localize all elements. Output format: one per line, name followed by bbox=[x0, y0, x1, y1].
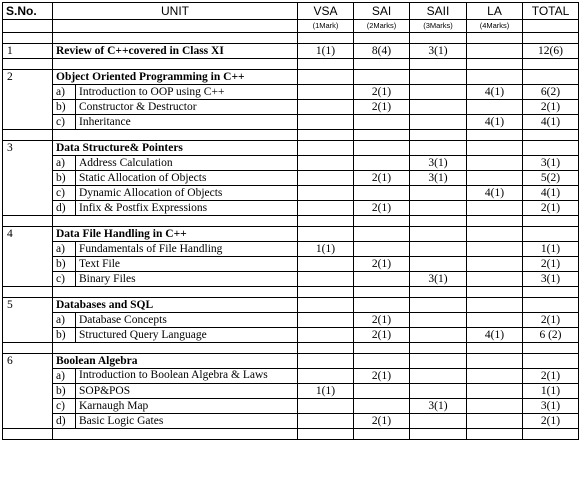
header-vsa: VSA bbox=[298, 3, 354, 20]
topic-name: Database Concepts bbox=[76, 313, 298, 328]
topic-saii-cell bbox=[410, 414, 467, 429]
unit-saii-cell bbox=[410, 141, 467, 156]
topic-row bbox=[3, 369, 579, 384]
topic-vsa-cell: 1(1) bbox=[298, 384, 354, 399]
marks-distribution-table bbox=[2, 2, 579, 440]
unit-sai-cell bbox=[354, 298, 410, 313]
topic-vsa-cell bbox=[298, 115, 354, 130]
topic-name: Infix & Postfix Expressions bbox=[76, 201, 298, 216]
topic-sai-cell: 2(1) bbox=[354, 313, 410, 328]
unit-sai-cell bbox=[354, 70, 410, 85]
topic-la-cell: 4(1) bbox=[467, 328, 523, 343]
unit-number: 5 bbox=[3, 298, 53, 343]
topic-vsa-cell: 1(1) bbox=[298, 242, 354, 257]
header-total: TOTAL bbox=[523, 3, 579, 20]
topic-sai-cell bbox=[354, 156, 410, 171]
unit-sai-cell: 8(4) bbox=[354, 44, 410, 59]
topic-total-cell: 3(1) bbox=[523, 272, 579, 287]
topic-sai-cell: 2(1) bbox=[354, 171, 410, 186]
unit-number: 4 bbox=[3, 227, 53, 287]
topic-total-cell: 3(1) bbox=[523, 399, 579, 414]
topic-row bbox=[3, 257, 579, 272]
topic-letter: c) bbox=[53, 115, 76, 130]
spacer-row bbox=[3, 287, 579, 298]
topic-saii-cell bbox=[410, 85, 467, 100]
unit-sai-cell bbox=[354, 141, 410, 156]
topic-letter: b) bbox=[53, 171, 76, 186]
spacer-row bbox=[3, 429, 579, 440]
unit-la-cell bbox=[467, 70, 523, 85]
unit-saii-cell bbox=[410, 70, 467, 85]
topic-saii-cell bbox=[410, 100, 467, 115]
topic-name: Binary Files bbox=[76, 272, 298, 287]
topic-saii-cell: 3(1) bbox=[410, 272, 467, 287]
topic-saii-cell: 3(1) bbox=[410, 156, 467, 171]
topic-row bbox=[3, 399, 579, 414]
unit-la-cell bbox=[467, 298, 523, 313]
topic-total-cell: 2(1) bbox=[523, 100, 579, 115]
topic-sai-cell bbox=[354, 384, 410, 399]
topic-row bbox=[3, 242, 579, 257]
topic-saii-cell bbox=[410, 328, 467, 343]
spacer-row bbox=[3, 33, 579, 44]
topic-letter: c) bbox=[53, 272, 76, 287]
marks-subheader-row bbox=[3, 20, 579, 33]
header-sai-marks: (2Marks) bbox=[354, 20, 410, 33]
unit-total-cell bbox=[523, 141, 579, 156]
topic-sai-cell bbox=[354, 399, 410, 414]
topic-saii-cell bbox=[410, 369, 467, 384]
topic-total-cell: 4(1) bbox=[523, 186, 579, 201]
topic-name: Dynamic Allocation of Objects bbox=[76, 186, 298, 201]
unit-total-cell bbox=[523, 354, 579, 369]
unit-title-row bbox=[3, 70, 579, 85]
topic-letter: b) bbox=[53, 328, 76, 343]
topic-name: Basic Logic Gates bbox=[76, 414, 298, 429]
topic-sai-cell: 2(1) bbox=[354, 257, 410, 272]
topic-name: Text File bbox=[76, 257, 298, 272]
unit-title: Databases and SQL bbox=[53, 298, 298, 313]
topic-la-cell bbox=[467, 272, 523, 287]
topic-vsa-cell bbox=[298, 369, 354, 384]
topic-letter: a) bbox=[53, 369, 76, 384]
topic-la-cell bbox=[467, 100, 523, 115]
topic-la-cell bbox=[467, 313, 523, 328]
header-vsa-marks: (1Mark) bbox=[298, 20, 354, 33]
header-la-marks: (4Marks) bbox=[467, 20, 523, 33]
topic-row bbox=[3, 186, 579, 201]
topic-letter: b) bbox=[53, 100, 76, 115]
topic-saii-cell bbox=[410, 384, 467, 399]
header-saii-marks: (3Marks) bbox=[410, 20, 467, 33]
topic-letter: a) bbox=[53, 85, 76, 100]
spacer-row bbox=[3, 130, 579, 141]
header-la: LA bbox=[467, 3, 523, 20]
topic-row bbox=[3, 115, 579, 130]
topic-name: Fundamentals of File Handling bbox=[76, 242, 298, 257]
topic-vsa-cell bbox=[298, 156, 354, 171]
topic-la-cell bbox=[467, 156, 523, 171]
topic-total-cell: 6 (2) bbox=[523, 328, 579, 343]
topic-sai-cell: 2(1) bbox=[354, 85, 410, 100]
topic-sai-cell bbox=[354, 242, 410, 257]
topic-letter: b) bbox=[53, 384, 76, 399]
topic-vsa-cell bbox=[298, 186, 354, 201]
topic-la-cell: 4(1) bbox=[467, 115, 523, 130]
header-row bbox=[3, 3, 579, 20]
unit-saii-cell: 3(1) bbox=[410, 44, 467, 59]
unit-title: Data File Handling in C++ bbox=[53, 227, 298, 242]
topic-saii-cell bbox=[410, 186, 467, 201]
topic-name: Static Allocation of Objects bbox=[76, 171, 298, 186]
unit-title: Boolean Algebra bbox=[53, 354, 298, 369]
topic-name: Structured Query Language bbox=[76, 328, 298, 343]
unit-saii-cell bbox=[410, 354, 467, 369]
unit-vsa-cell: 1(1) bbox=[298, 44, 354, 59]
header-sai: SAI bbox=[354, 3, 410, 20]
unit-vsa-cell bbox=[298, 354, 354, 369]
unit-vsa-cell bbox=[298, 298, 354, 313]
unit-la-cell bbox=[467, 44, 523, 59]
unit-total-cell bbox=[523, 298, 579, 313]
unit-sai-cell bbox=[354, 354, 410, 369]
unit-number: 6 bbox=[3, 354, 53, 429]
unit-number: 3 bbox=[3, 141, 53, 216]
topic-vsa-cell bbox=[298, 272, 354, 287]
topic-sai-cell bbox=[354, 272, 410, 287]
topic-saii-cell bbox=[410, 201, 467, 216]
topic-row bbox=[3, 272, 579, 287]
unit-title-row bbox=[3, 298, 579, 313]
topic-sai-cell: 2(1) bbox=[354, 201, 410, 216]
topic-saii-cell: 3(1) bbox=[410, 399, 467, 414]
topic-saii-cell bbox=[410, 242, 467, 257]
topic-total-cell: 5(2) bbox=[523, 171, 579, 186]
topic-la-cell bbox=[467, 201, 523, 216]
topic-saii-cell bbox=[410, 313, 467, 328]
topic-vsa-cell bbox=[298, 257, 354, 272]
topic-sai-cell: 2(1) bbox=[354, 328, 410, 343]
unit-number: 1 bbox=[3, 44, 53, 59]
unit-la-cell bbox=[467, 227, 523, 242]
topic-vsa-cell bbox=[298, 399, 354, 414]
topic-la-cell bbox=[467, 369, 523, 384]
topic-row bbox=[3, 156, 579, 171]
unit-saii-cell bbox=[410, 227, 467, 242]
topic-row bbox=[3, 100, 579, 115]
unit-la-cell bbox=[467, 354, 523, 369]
topic-row bbox=[3, 85, 579, 100]
topic-saii-cell bbox=[410, 257, 467, 272]
topic-name: Introduction to Boolean Algebra & Laws bbox=[76, 369, 298, 384]
topic-vsa-cell bbox=[298, 171, 354, 186]
topic-letter: b) bbox=[53, 257, 76, 272]
topic-total-cell: 3(1) bbox=[523, 156, 579, 171]
unit-vsa-cell bbox=[298, 141, 354, 156]
topic-la-cell bbox=[467, 384, 523, 399]
topic-vsa-cell bbox=[298, 100, 354, 115]
unit-total-cell bbox=[523, 227, 579, 242]
topic-name: Constructor & Destructor bbox=[76, 100, 298, 115]
unit-total-cell bbox=[523, 70, 579, 85]
unit-number: 2 bbox=[3, 70, 53, 130]
unit-sai-cell bbox=[354, 227, 410, 242]
header-unit: UNIT bbox=[53, 3, 298, 20]
topic-letter: a) bbox=[53, 313, 76, 328]
topic-row bbox=[3, 328, 579, 343]
unit-saii-cell bbox=[410, 298, 467, 313]
topic-total-cell: 6(2) bbox=[523, 85, 579, 100]
unit-title: Review of C++covered in Class XI bbox=[53, 44, 298, 59]
unit-title-row bbox=[3, 141, 579, 156]
header-saii: SAII bbox=[410, 3, 467, 20]
topic-sai-cell: 2(1) bbox=[354, 414, 410, 429]
topic-la-cell: 4(1) bbox=[467, 85, 523, 100]
topic-vsa-cell bbox=[298, 328, 354, 343]
topic-name: Inheritance bbox=[76, 115, 298, 130]
unit-title: Data Structure& Pointers bbox=[53, 141, 298, 156]
topic-la-cell: 4(1) bbox=[467, 186, 523, 201]
topic-row bbox=[3, 313, 579, 328]
topic-name: Karnaugh Map bbox=[76, 399, 298, 414]
spacer-row bbox=[3, 59, 579, 70]
topic-la-cell bbox=[467, 242, 523, 257]
unit-title-row bbox=[3, 227, 579, 242]
topic-la-cell bbox=[467, 399, 523, 414]
topic-sai-cell bbox=[354, 186, 410, 201]
unit-vsa-cell bbox=[298, 70, 354, 85]
topic-row bbox=[3, 171, 579, 186]
topic-total-cell: 2(1) bbox=[523, 201, 579, 216]
topic-total-cell: 2(1) bbox=[523, 414, 579, 429]
topic-vsa-cell bbox=[298, 201, 354, 216]
topic-la-cell bbox=[467, 414, 523, 429]
topic-sai-cell: 2(1) bbox=[354, 369, 410, 384]
header-sno: S.No. bbox=[3, 3, 53, 20]
topic-saii-cell: 3(1) bbox=[410, 171, 467, 186]
topic-letter: c) bbox=[53, 399, 76, 414]
topic-row bbox=[3, 201, 579, 216]
topic-letter: a) bbox=[53, 156, 76, 171]
unit-total-cell: 12(6) bbox=[523, 44, 579, 59]
topic-la-cell bbox=[467, 257, 523, 272]
topic-row bbox=[3, 414, 579, 429]
topic-letter: d) bbox=[53, 414, 76, 429]
topic-name: SOP&POS bbox=[76, 384, 298, 399]
topic-vsa-cell bbox=[298, 313, 354, 328]
topic-name: Address Calculation bbox=[76, 156, 298, 171]
topic-letter: a) bbox=[53, 242, 76, 257]
topic-letter: d) bbox=[53, 201, 76, 216]
topic-vsa-cell bbox=[298, 85, 354, 100]
topic-saii-cell bbox=[410, 115, 467, 130]
topic-la-cell bbox=[467, 171, 523, 186]
topic-total-cell: 2(1) bbox=[523, 313, 579, 328]
spacer-row bbox=[3, 343, 579, 354]
topic-total-cell: 2(1) bbox=[523, 369, 579, 384]
topic-total-cell: 1(1) bbox=[523, 384, 579, 399]
topic-vsa-cell bbox=[298, 414, 354, 429]
unit-vsa-cell bbox=[298, 227, 354, 242]
unit-title: Object Oriented Programming in C++ bbox=[53, 70, 298, 85]
topic-total-cell: 4(1) bbox=[523, 115, 579, 130]
topic-sai-cell bbox=[354, 115, 410, 130]
unit-la-cell bbox=[467, 141, 523, 156]
spacer-row bbox=[3, 216, 579, 227]
unit-title-row bbox=[3, 354, 579, 369]
topic-letter: c) bbox=[53, 186, 76, 201]
topic-sai-cell: 2(1) bbox=[354, 100, 410, 115]
unit-title-row bbox=[3, 44, 579, 59]
topic-total-cell: 2(1) bbox=[523, 257, 579, 272]
topic-total-cell: 1(1) bbox=[523, 242, 579, 257]
topic-row bbox=[3, 384, 579, 399]
topic-name: Introduction to OOP using C++ bbox=[76, 85, 298, 100]
